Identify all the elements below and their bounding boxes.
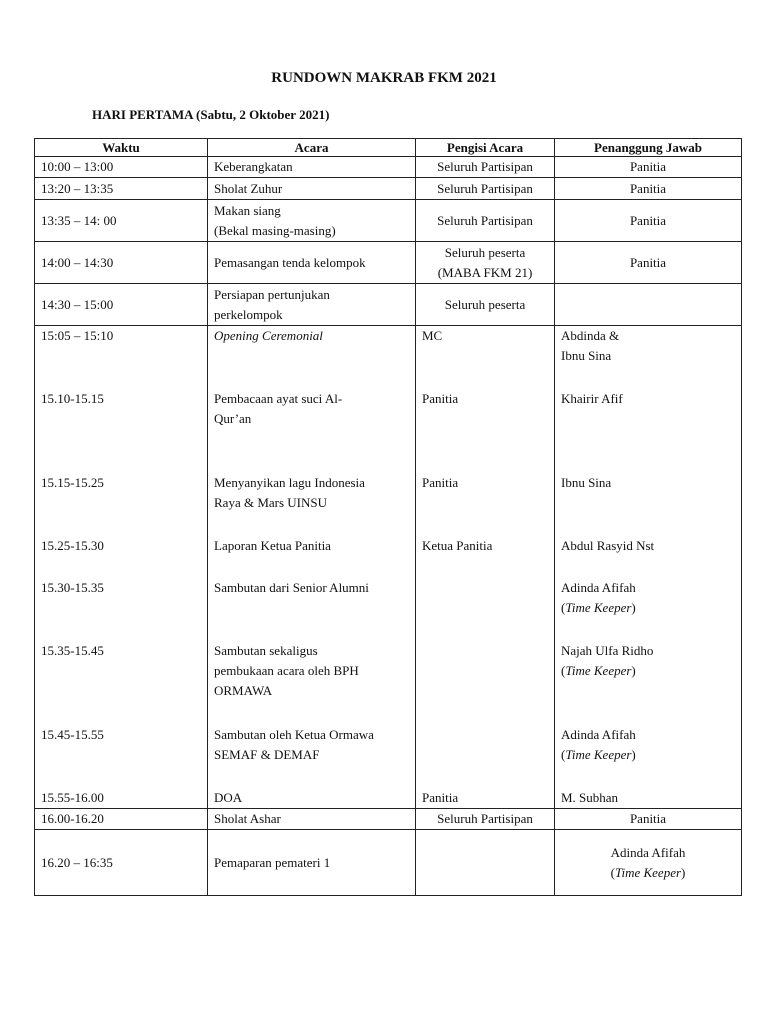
cell-acara: [208, 725, 416, 788]
cell-waktu: 15.55-16.00: [35, 788, 208, 809]
cell-waktu: 15.10-15.15: [35, 389, 208, 473]
cell-pj: [555, 578, 742, 641]
cell-pengisi: [416, 242, 555, 284]
table-row: [35, 242, 742, 284]
cell-waktu: 16.00-16.20: [35, 809, 208, 830]
table-row: [35, 725, 742, 788]
cell-pengisi: Panitia: [416, 473, 555, 536]
table-row: [35, 473, 742, 536]
table-row: [35, 389, 742, 473]
cell-acara-word: Persiapan: [214, 286, 265, 302]
cell-pengisi: [416, 725, 555, 788]
cell-pengisi-line: (MABA FKM 21): [437, 264, 533, 280]
cell-acara-line: SEMAF & DEMAF: [214, 746, 320, 762]
cell-pj: Panitia: [555, 200, 742, 242]
table-row: [35, 200, 742, 242]
cell-pengisi: Seluruh Partisipan: [416, 178, 555, 200]
cell-acara-line: ORMAWA: [214, 682, 273, 698]
cell-pengisi: Seluruh Partisipan: [416, 157, 555, 178]
cell-pj: [555, 326, 742, 389]
cell-pj: M. Subhan: [555, 788, 742, 809]
cell-acara-line: Sambutan sekaligus: [214, 642, 318, 658]
table-row: [35, 326, 742, 389]
cell-pj: [555, 641, 742, 725]
cell-pj: Khairir Afif: [555, 389, 742, 473]
table-header-row: [35, 139, 742, 157]
cell-waktu: 15.25-15.30: [35, 536, 208, 578]
cell-pj: Panitia: [555, 157, 742, 178]
cell-acara: Keberangkatan: [208, 157, 416, 178]
cell-pj-line: (Time Keeper): [561, 746, 636, 762]
cell-acara-line: Pembacaan ayat suci Al-: [214, 390, 343, 406]
cell-pengisi: Seluruh peserta: [416, 284, 555, 326]
table-row: [35, 284, 742, 326]
cell-acara-line: [214, 285, 409, 305]
cell-acara: Sholat Ashar: [208, 809, 416, 830]
table-row: [35, 788, 742, 809]
cell-pengisi-line: Seluruh peserta: [444, 244, 526, 260]
cell-acara: Sambutan dari Senior Alumni: [208, 578, 416, 641]
cell-pj-line: Najah Ulfa Ridho: [561, 642, 654, 658]
cell-pj: Panitia: [555, 242, 742, 284]
cell-waktu: 15.30-15.35: [35, 578, 208, 641]
cell-acara-line: Sambutan oleh Ketua Ormawa: [214, 726, 374, 742]
cell-pengisi: Ketua Panitia: [416, 536, 555, 578]
cell-pj: Ibnu Sina: [555, 473, 742, 536]
table-row: [35, 830, 742, 896]
cell-pj: Abdul Rasyid Nst: [555, 536, 742, 578]
cell-acara: Pemasangan tenda kelompok: [208, 242, 416, 284]
cell-pengisi: [416, 641, 555, 725]
cell-waktu: 14:00 – 14:30: [35, 242, 208, 284]
cell-pj: [555, 725, 742, 788]
header-pengisi-acara: Pengisi Acara: [416, 139, 555, 157]
cell-waktu: 15.35-15.45: [35, 641, 208, 725]
cell-acara: [208, 641, 416, 725]
cell-acara: DOA: [208, 788, 416, 809]
cell-pj-line: (Time Keeper): [610, 864, 686, 880]
cell-acara: [208, 473, 416, 536]
cell-pj: [555, 284, 742, 326]
table-row: [35, 178, 742, 200]
cell-acara-line: pembukaan acara oleh BPH: [214, 662, 359, 678]
cell-pj: [555, 830, 742, 896]
cell-waktu: 13:35 – 14: 00: [35, 200, 208, 242]
cell-pengisi: MC: [416, 326, 555, 389]
cell-pj-line: Adinda Afifah: [561, 726, 636, 742]
cell-acara-word: pertunjukan: [267, 286, 330, 302]
cell-acara-line: (Bekal masing-masing): [214, 222, 336, 238]
cell-waktu: 14:30 – 15:00: [35, 284, 208, 326]
cell-pengisi: Seluruh Partisipan: [416, 809, 555, 830]
table-row: [35, 641, 742, 725]
cell-acara-line: Qur’an: [214, 410, 252, 426]
cell-waktu: 16.20 – 16:35: [35, 830, 208, 896]
cell-pengisi: Panitia: [416, 389, 555, 473]
header-penanggung-jawab: Penanggung Jawab: [555, 139, 742, 157]
header-waktu: Waktu: [35, 139, 208, 157]
rundown-table: [34, 138, 742, 896]
cell-pj-line: Adinda Afifah: [561, 579, 636, 595]
cell-pj-line: Adinda Afifah: [610, 844, 686, 860]
cell-acara: [208, 284, 416, 326]
cell-pj-line: (Time Keeper): [561, 599, 636, 615]
cell-acara: [208, 200, 416, 242]
table-row: [35, 157, 742, 178]
cell-pengisi: Seluruh Partisipan: [416, 200, 555, 242]
cell-pengisi: [416, 578, 555, 641]
cell-pj: Panitia: [555, 178, 742, 200]
cell-waktu: 15.45-15.55: [35, 725, 208, 788]
cell-acara-line: Menyanyikan lagu Indonesia: [214, 474, 365, 490]
cell-waktu: 13:20 – 13:35: [35, 178, 208, 200]
document-title: RUNDOWN MAKRAB FKM 2021: [271, 70, 497, 86]
cell-pj-line: (Time Keeper): [561, 662, 636, 678]
cell-acara: Pemaparan pemateri 1: [208, 830, 416, 896]
cell-acara-line: perkelompok: [214, 306, 283, 322]
table-row: [35, 809, 742, 830]
cell-acara-line: Raya & Mars UINSU: [214, 494, 328, 510]
cell-pj: Panitia: [555, 809, 742, 830]
cell-waktu: 15.15-15.25: [35, 473, 208, 536]
cell-acara: [208, 389, 416, 473]
cell-pj-line: Ibnu Sina: [561, 348, 612, 363]
table-row: [35, 536, 742, 578]
header-acara: Acara: [208, 139, 416, 157]
cell-acara: Sholat Zuhur: [208, 178, 416, 200]
cell-acara: Opening Ceremonial: [208, 326, 416, 389]
cell-pengisi: Panitia: [416, 788, 555, 809]
cell-pengisi: [416, 830, 555, 896]
cell-waktu: 10:00 – 13:00: [35, 157, 208, 178]
day-label: HARI PERTAMA (Sabtu, 2 Oktober 2021): [92, 107, 330, 122]
cell-pj-line: Abdinda &: [561, 328, 620, 343]
cell-waktu: 15:05 – 15:10: [35, 326, 208, 389]
cell-acara-line: Makan siang: [214, 202, 281, 218]
cell-acara: Laporan Ketua Panitia: [208, 536, 416, 578]
table-row: [35, 578, 742, 641]
